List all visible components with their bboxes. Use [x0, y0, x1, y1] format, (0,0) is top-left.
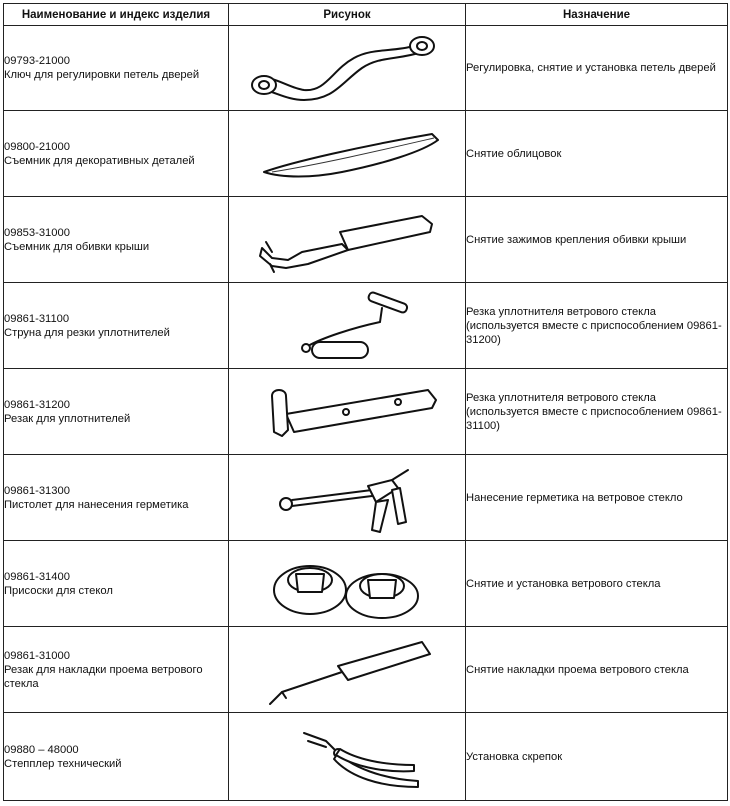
tool-title: Присоски для стекол: [4, 584, 113, 597]
tool-purpose: Снятие и установка ветрового стекла: [466, 541, 728, 627]
tool-title: Съемник для обивки крыши: [4, 240, 150, 253]
tool-code: 09861-31000: [4, 649, 70, 662]
tool-code: 09861-31100: [4, 312, 70, 325]
table-row: [4, 541, 728, 627]
tool-code: 09880 – 48000: [4, 743, 79, 756]
tool-purpose: Нанесение герметика на ветровое стекло: [466, 455, 728, 541]
tool-picture-cell: [229, 111, 466, 197]
tool-name-cell: [4, 541, 229, 627]
tool-title: Ключ для регулировки петель дверей: [4, 69, 200, 81]
tool-purpose: Установка скрепок: [466, 713, 728, 801]
table-row: [4, 197, 728, 283]
tool-name-cell: [4, 369, 229, 455]
tool-title: Съемник для декоративных деталей: [4, 154, 195, 167]
tool-picture-cell: [229, 369, 466, 455]
opening-trim-cutter-icon: [242, 632, 452, 708]
table-row: [4, 455, 728, 541]
tool-purpose: Регулировка, снятие и установка петель дверей: [466, 26, 728, 111]
tool-purpose: Резка уплотнителя ветрового стекла (используется вместе с приспособлением 09861-31100): [466, 369, 728, 455]
tool-name-cell: [4, 26, 229, 111]
cutting-wire-icon: [242, 288, 452, 364]
tool-title: Пистолет для нанесения герметика: [4, 498, 189, 511]
tool-title: Резак для уплотнителей: [4, 412, 131, 425]
table-row: [4, 627, 728, 713]
tool-title: Степплер технический: [4, 757, 122, 770]
clip-pliers-icon: [242, 719, 452, 795]
header-row: [4, 4, 728, 26]
seal-cutter-icon: [242, 374, 452, 450]
tool-name-cell: [4, 627, 229, 713]
tool-title: Резак для накладки проема ветрового стекла: [4, 663, 203, 690]
tool-picture-cell: [229, 627, 466, 713]
tool-picture-cell: [229, 26, 466, 111]
roof-lining-remover-icon: [242, 202, 452, 278]
tool-picture-cell: [229, 541, 466, 627]
sealant-gun-icon: [242, 460, 452, 536]
door-hinge-wrench-icon: [242, 30, 452, 106]
tool-purpose: Снятие облицовок: [466, 111, 728, 197]
tools-table: [3, 3, 728, 801]
tool-picture-cell: [229, 283, 466, 369]
header-purpose: Назначение: [466, 4, 728, 26]
tool-code: 09861-31300: [4, 484, 70, 497]
tool-name-cell: [4, 111, 229, 197]
tool-purpose: Снятие зажимов крепления обивки крыши: [466, 197, 728, 283]
table-row: [4, 26, 728, 111]
tool-code: 09853-31000: [4, 226, 70, 239]
suction-cups-icon: [242, 546, 452, 622]
trim-remover-icon: [242, 116, 452, 192]
tool-code: 09793-21000: [4, 55, 70, 67]
tool-code: 09861-31200: [4, 398, 70, 411]
table-row: [4, 111, 728, 197]
tool-purpose: Резка уплотнителя ветрового стекла (используется вместе с приспособлением 09861-31200): [466, 283, 728, 369]
tool-title: Струна для резки уплотнителей: [4, 326, 170, 339]
tool-picture-cell: [229, 713, 466, 801]
header-name: Наименование и индекс изделия: [4, 4, 229, 26]
table-row: [4, 713, 728, 801]
tool-code: 09800-21000: [4, 140, 70, 153]
tool-code: 09861-31400: [4, 570, 70, 583]
tool-name-cell: [4, 283, 229, 369]
tool-name-cell: [4, 197, 229, 283]
tool-picture-cell: [229, 197, 466, 283]
tool-name-cell: [4, 713, 229, 801]
table-row: [4, 283, 728, 369]
tool-name-cell: [4, 455, 229, 541]
table-row: [4, 369, 728, 455]
tool-purpose: Снятие накладки проема ветрового стекла: [466, 627, 728, 713]
header-picture: Рисунок: [229, 4, 466, 26]
tool-picture-cell: [229, 455, 466, 541]
